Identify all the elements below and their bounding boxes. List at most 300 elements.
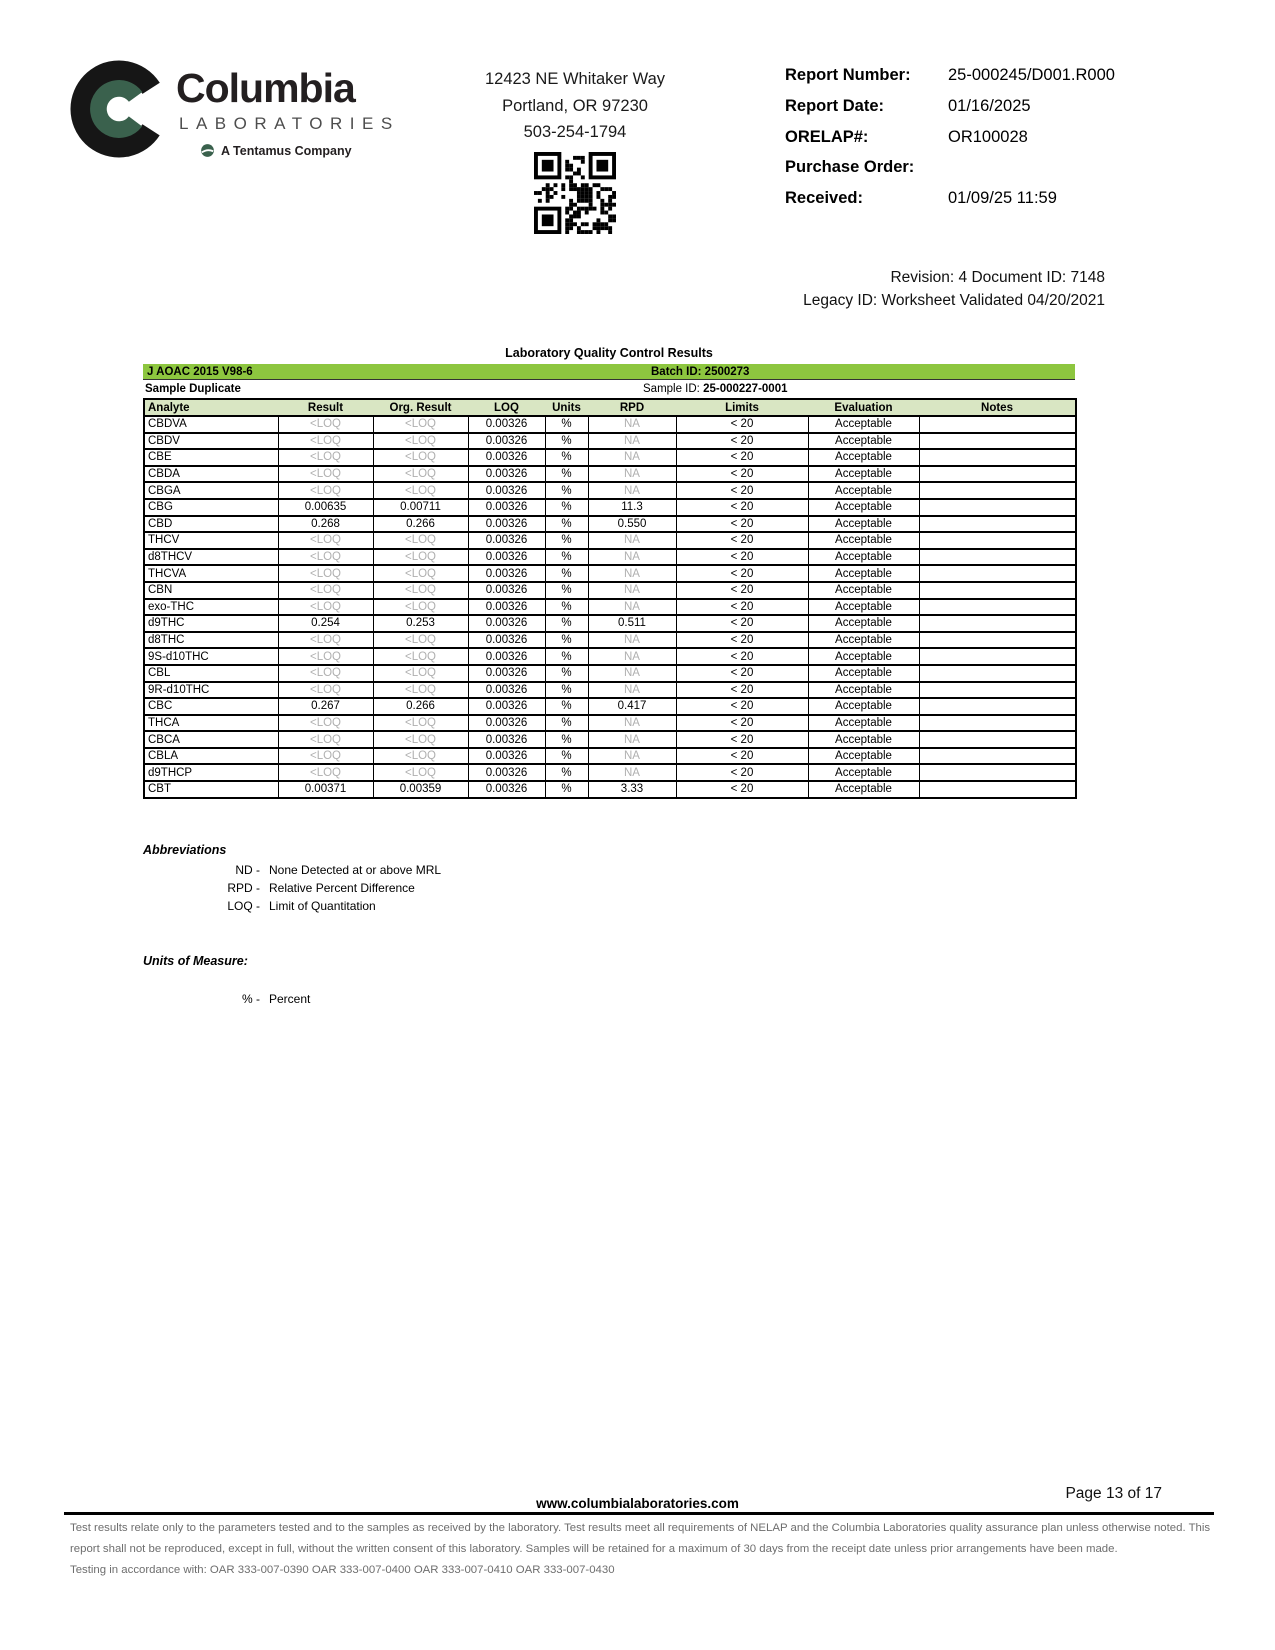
cell-evaluation: Acceptable xyxy=(808,433,919,450)
col-result: Result xyxy=(278,399,373,416)
cell-rpd: 0.417 xyxy=(588,698,676,715)
cell-analyte: CBDA xyxy=(144,466,278,483)
cell-limits: < 20 xyxy=(676,648,808,665)
cell-analyte: exo-THC xyxy=(144,599,278,616)
table-row xyxy=(144,532,1076,549)
cell-limits: < 20 xyxy=(676,433,808,450)
cell-org-result: <LOQ xyxy=(373,632,468,649)
cell-loq: 0.00326 xyxy=(468,482,545,499)
website-link[interactable]: www.columbialaboratories.com xyxy=(536,1496,739,1511)
cell-analyte: THCVA xyxy=(144,565,278,582)
address-line: Portland, OR 97230 xyxy=(502,96,648,115)
cell-evaluation: Acceptable xyxy=(808,648,919,665)
cell-limits: < 20 xyxy=(676,665,808,682)
cell-org-result: 0.00711 xyxy=(373,499,468,516)
cell-result: <LOQ xyxy=(278,582,373,599)
cell-notes xyxy=(919,781,1076,798)
cell-rpd: NA xyxy=(588,682,676,699)
info-value: 25-000245/D001.R000 xyxy=(948,66,1115,84)
cell-org-result: <LOQ xyxy=(373,532,468,549)
cell-units: % xyxy=(545,781,588,798)
cell-evaluation: Acceptable xyxy=(808,532,919,549)
table-row xyxy=(144,665,1076,682)
cell-loq: 0.00326 xyxy=(468,433,545,450)
table-row xyxy=(144,565,1076,582)
cell-rpd: NA xyxy=(588,532,676,549)
qc-batch-id: Batch ID: 2500273 xyxy=(651,366,750,378)
cell-units: % xyxy=(545,499,588,516)
unit-item xyxy=(143,990,310,1008)
cell-units: % xyxy=(545,416,588,433)
cell-result: <LOQ xyxy=(278,416,373,433)
table-row xyxy=(144,433,1076,450)
cell-notes xyxy=(919,599,1076,616)
cell-notes xyxy=(919,499,1076,516)
cell-result: <LOQ xyxy=(278,648,373,665)
cell-org-result: <LOQ xyxy=(373,416,468,433)
qc-sample-id-label: Sample ID: xyxy=(643,383,704,395)
info-label: Received: xyxy=(785,189,863,208)
page-number: Page 13 of 17 xyxy=(1065,1485,1162,1502)
cell-limits: < 20 xyxy=(676,731,808,748)
cell-units: % xyxy=(545,748,588,765)
unit-definition: Percent xyxy=(269,992,311,1006)
cell-rpd: NA xyxy=(588,449,676,466)
cell-org-result: <LOQ xyxy=(373,466,468,483)
cell-rpd: NA xyxy=(588,665,676,682)
cell-evaluation: Acceptable xyxy=(808,416,919,433)
cell-analyte: CBDV xyxy=(144,433,278,450)
cell-rpd: NA xyxy=(588,715,676,732)
cell-analyte: CBCA xyxy=(144,731,278,748)
table-row xyxy=(144,632,1076,649)
cell-notes xyxy=(919,682,1076,699)
cell-limits: < 20 xyxy=(676,499,808,516)
col-evaluation: Evaluation xyxy=(808,399,919,416)
cell-evaluation: Acceptable xyxy=(808,764,919,781)
cell-result: 0.00371 xyxy=(278,781,373,798)
abbreviation-item xyxy=(143,879,441,897)
cell-notes xyxy=(919,516,1076,533)
cell-evaluation: Acceptable xyxy=(808,449,919,466)
cell-loq: 0.00326 xyxy=(468,648,545,665)
report-info-row xyxy=(785,128,1115,159)
cell-units: % xyxy=(545,698,588,715)
cell-evaluation: Acceptable xyxy=(808,632,919,649)
table-row xyxy=(144,482,1076,499)
accordance-text: Testing in accordance with: OAR 333-007-0390 OAR 333-007-0400 OAR 333-007-0410 OAR 333-007-0430 xyxy=(70,1564,615,1576)
qc-method: J AOAC 2015 V98-6 xyxy=(147,366,253,378)
cell-loq: 0.00326 xyxy=(468,416,545,433)
cell-limits: < 20 xyxy=(676,682,808,699)
cell-analyte: CBC xyxy=(144,698,278,715)
address-line: 503-254-1794 xyxy=(523,123,627,141)
cell-loq: 0.00326 xyxy=(468,565,545,582)
col-loq: LOQ xyxy=(468,399,545,416)
cell-units: % xyxy=(545,466,588,483)
cell-units: % xyxy=(545,516,588,533)
cell-limits: < 20 xyxy=(676,715,808,732)
cell-analyte: d8THCV xyxy=(144,549,278,566)
cell-evaluation: Acceptable xyxy=(808,599,919,616)
cell-notes xyxy=(919,615,1076,632)
cell-limits: < 20 xyxy=(676,748,808,765)
abbreviation-item xyxy=(143,861,441,879)
cell-notes xyxy=(919,416,1076,433)
cell-analyte: 9R-d10THC xyxy=(144,682,278,699)
info-value: 01/09/25 11:59 xyxy=(948,189,1057,208)
cell-rpd: NA xyxy=(588,466,676,483)
info-label: Report Date: xyxy=(785,96,885,115)
cell-rpd: NA xyxy=(588,565,676,582)
cell-evaluation: Acceptable xyxy=(808,549,919,566)
cell-analyte: d9THC xyxy=(144,615,278,632)
cell-rpd: NA xyxy=(588,416,676,433)
cell-org-result: <LOQ xyxy=(373,482,468,499)
cell-analyte: CBDVA xyxy=(144,416,278,433)
col-org-result: Org. Result xyxy=(373,399,468,416)
cell-loq: 0.00326 xyxy=(468,781,545,798)
cell-loq: 0.00326 xyxy=(468,582,545,599)
cell-rpd: NA xyxy=(588,433,676,450)
abbreviations-list xyxy=(143,861,441,915)
cell-units: % xyxy=(545,665,588,682)
table-row xyxy=(144,731,1076,748)
cell-limits: < 20 xyxy=(676,764,808,781)
revision-line: Revision: 4 Document ID: 7148 xyxy=(890,269,1105,286)
cell-analyte: CBN xyxy=(144,582,278,599)
cell-rpd: NA xyxy=(588,731,676,748)
cell-notes xyxy=(919,549,1076,566)
cell-result: <LOQ xyxy=(278,565,373,582)
qc-sample-id xyxy=(643,381,788,398)
cell-units: % xyxy=(545,648,588,665)
col-limits: Limits xyxy=(676,399,808,416)
cell-units: % xyxy=(545,632,588,649)
footer-disclaimer xyxy=(70,1518,1213,1581)
logo-mark-icon xyxy=(70,60,168,158)
units-list xyxy=(143,990,310,1008)
cell-result: 0.268 xyxy=(278,516,373,533)
cell-result: <LOQ xyxy=(278,449,373,466)
qr-code xyxy=(534,152,616,234)
report-info-row xyxy=(785,158,1115,189)
cell-analyte: CBE xyxy=(144,449,278,466)
cell-evaluation: Acceptable xyxy=(808,482,919,499)
cell-units: % xyxy=(545,565,588,582)
cell-analyte: 9S-d10THC xyxy=(144,648,278,665)
cell-org-result: 0.266 xyxy=(373,698,468,715)
cell-units: % xyxy=(545,599,588,616)
cell-loq: 0.00326 xyxy=(468,748,545,765)
tentamus-leaf-icon xyxy=(200,143,215,158)
cell-units: % xyxy=(545,549,588,566)
cell-loq: 0.00326 xyxy=(468,764,545,781)
cell-limits: < 20 xyxy=(676,565,808,582)
table-row xyxy=(144,764,1076,781)
cell-loq: 0.00326 xyxy=(468,549,545,566)
cell-limits: < 20 xyxy=(676,582,808,599)
cell-analyte: CBT xyxy=(144,781,278,798)
abbreviations-heading: Abbreviations xyxy=(143,843,227,857)
unit-term: % - xyxy=(242,992,260,1006)
cell-evaluation: Acceptable xyxy=(808,499,919,516)
cell-result: <LOQ xyxy=(278,549,373,566)
table-row xyxy=(144,698,1076,715)
cell-org-result: <LOQ xyxy=(373,665,468,682)
cell-result: <LOQ xyxy=(278,764,373,781)
cell-org-result: 0.253 xyxy=(373,615,468,632)
cell-units: % xyxy=(545,615,588,632)
cell-rpd: NA xyxy=(588,764,676,781)
cell-org-result: 0.266 xyxy=(373,516,468,533)
company-logo xyxy=(70,60,400,158)
col-notes: Notes xyxy=(919,399,1076,416)
cell-analyte: CBL xyxy=(144,665,278,682)
cell-units: % xyxy=(545,764,588,781)
cell-evaluation: Acceptable xyxy=(808,565,919,582)
cell-rpd: NA xyxy=(588,748,676,765)
revision-block xyxy=(803,266,1105,312)
cell-notes xyxy=(919,466,1076,483)
legacy-line: Legacy ID: Worksheet Validated 04/20/2021 xyxy=(803,292,1105,309)
cell-analyte: CBGA xyxy=(144,482,278,499)
table-row xyxy=(144,516,1076,533)
cell-loq: 0.00326 xyxy=(468,715,545,732)
table-row xyxy=(144,748,1076,765)
table-row xyxy=(144,781,1076,798)
cell-org-result: <LOQ xyxy=(373,565,468,582)
cell-evaluation: Acceptable xyxy=(808,665,919,682)
qc-sample-type: Sample Duplicate xyxy=(145,383,241,395)
cell-evaluation: Acceptable xyxy=(808,615,919,632)
cell-limits: < 20 xyxy=(676,532,808,549)
qc-title: Laboratory Quality Control Results xyxy=(505,346,713,360)
table-row xyxy=(144,648,1076,665)
cell-units: % xyxy=(545,449,588,466)
cell-evaluation: Acceptable xyxy=(808,582,919,599)
cell-loq: 0.00326 xyxy=(468,682,545,699)
table-row xyxy=(144,682,1076,699)
cell-loq: 0.00326 xyxy=(468,516,545,533)
report-info-row xyxy=(785,66,1115,97)
cell-result: <LOQ xyxy=(278,731,373,748)
disclaimer-text: Test results relate only to the parameters tested and to the samples as received by the laboratory. Test results meet all requirements of NELAP and the Columbia Laboratories quality assurance plan unless otherwise noted. This report shall not be reproduced, except in full, without the written consent of this laboratory. Samples will be retained for a maximum of 30 days from the receipt date unless prior arrangements have been made. xyxy=(70,1522,1211,1555)
cell-rpd: NA xyxy=(588,582,676,599)
table-row xyxy=(144,499,1076,516)
cell-limits: < 20 xyxy=(676,632,808,649)
cell-org-result: <LOQ xyxy=(373,433,468,450)
info-label: Purchase Order: xyxy=(785,158,915,177)
cell-analyte: d9THCP xyxy=(144,764,278,781)
cell-evaluation: Acceptable xyxy=(808,698,919,715)
cell-result: <LOQ xyxy=(278,433,373,450)
report-info xyxy=(785,66,1115,220)
cell-org-result: <LOQ xyxy=(373,764,468,781)
abbreviation-term: RPD - xyxy=(227,881,260,895)
table-row xyxy=(144,549,1076,566)
cell-notes xyxy=(919,582,1076,599)
qc-method-band xyxy=(143,364,1075,380)
cell-notes xyxy=(919,449,1076,466)
cell-result: <LOQ xyxy=(278,599,373,616)
cell-units: % xyxy=(545,532,588,549)
cell-result: <LOQ xyxy=(278,466,373,483)
cell-notes xyxy=(919,748,1076,765)
cell-org-result: <LOQ xyxy=(373,582,468,599)
cell-limits: < 20 xyxy=(676,516,808,533)
table-row xyxy=(144,599,1076,616)
cell-units: % xyxy=(545,582,588,599)
cell-units: % xyxy=(545,682,588,699)
cell-evaluation: Acceptable xyxy=(808,781,919,798)
table-row xyxy=(144,582,1076,599)
cell-loq: 0.00326 xyxy=(468,499,545,516)
cell-rpd: NA xyxy=(588,648,676,665)
cell-loq: 0.00326 xyxy=(468,665,545,682)
cell-rpd: 0.511 xyxy=(588,615,676,632)
cell-limits: < 20 xyxy=(676,482,808,499)
cell-evaluation: Acceptable xyxy=(808,748,919,765)
cell-limits: < 20 xyxy=(676,615,808,632)
report-info-row xyxy=(785,97,1115,128)
cell-org-result: <LOQ xyxy=(373,449,468,466)
cell-org-result: <LOQ xyxy=(373,748,468,765)
table-row xyxy=(144,449,1076,466)
cell-org-result: <LOQ xyxy=(373,599,468,616)
lab-address xyxy=(455,66,695,242)
report-info-row xyxy=(785,189,1115,220)
cell-result: 0.00635 xyxy=(278,499,373,516)
brand-name: Columbia xyxy=(176,65,355,111)
cell-units: % xyxy=(545,433,588,450)
abbreviation-definition: Relative Percent Difference xyxy=(269,881,415,895)
cell-notes xyxy=(919,433,1076,450)
cell-units: % xyxy=(545,715,588,732)
abbreviation-definition: Limit of Quantitation xyxy=(269,899,376,913)
cell-loq: 0.00326 xyxy=(468,466,545,483)
abbreviation-item xyxy=(143,897,441,915)
cell-rpd: NA xyxy=(588,599,676,616)
cell-loq: 0.00326 xyxy=(468,698,545,715)
cell-limits: < 20 xyxy=(676,549,808,566)
cell-loq: 0.00326 xyxy=(468,731,545,748)
cell-result: 0.267 xyxy=(278,698,373,715)
cell-analyte: CBLA xyxy=(144,748,278,765)
col-units: Units xyxy=(545,399,588,416)
units-heading: Units of Measure: xyxy=(143,954,248,968)
cell-rpd: NA xyxy=(588,549,676,566)
cell-rpd: 0.550 xyxy=(588,516,676,533)
cell-notes xyxy=(919,665,1076,682)
footer-rule xyxy=(64,1512,1214,1515)
cell-units: % xyxy=(545,482,588,499)
cell-loq: 0.00326 xyxy=(468,449,545,466)
cell-result: <LOQ xyxy=(278,748,373,765)
info-label: Report Number: xyxy=(785,66,911,84)
cell-notes xyxy=(919,731,1076,748)
abbreviation-term: LOQ - xyxy=(227,899,260,913)
qc-sample-id-value: 25-000227-0001 xyxy=(703,383,788,395)
cell-result: <LOQ xyxy=(278,715,373,732)
cell-analyte: CBD xyxy=(144,516,278,533)
cell-notes xyxy=(919,698,1076,715)
table-row xyxy=(144,466,1076,483)
cell-rpd: 3.33 xyxy=(588,781,676,798)
cell-evaluation: Acceptable xyxy=(808,715,919,732)
col-rpd: RPD xyxy=(588,399,676,416)
cell-loq: 0.00326 xyxy=(468,632,545,649)
cell-org-result: <LOQ xyxy=(373,682,468,699)
cell-limits: < 20 xyxy=(676,781,808,798)
cell-rpd: 11.3 xyxy=(588,499,676,516)
brand-subtitle: LABORATORIES xyxy=(179,114,400,133)
cell-notes xyxy=(919,648,1076,665)
cell-rpd: NA xyxy=(588,482,676,499)
cell-evaluation: Acceptable xyxy=(808,516,919,533)
cell-org-result: <LOQ xyxy=(373,715,468,732)
cell-limits: < 20 xyxy=(676,599,808,616)
cell-org-result: <LOQ xyxy=(373,549,468,566)
cell-units: % xyxy=(545,731,588,748)
qc-header-row xyxy=(144,399,1076,416)
tentamus-tagline: A Tentamus Company xyxy=(221,143,352,158)
cell-limits: < 20 xyxy=(676,449,808,466)
table-row xyxy=(144,715,1076,732)
info-value: OR100028 xyxy=(948,127,1028,146)
cell-notes xyxy=(919,565,1076,582)
cell-limits: < 20 xyxy=(676,466,808,483)
cell-org-result: 0.00359 xyxy=(373,781,468,798)
cell-notes xyxy=(919,764,1076,781)
abbreviation-definition: None Detected at or above MRL xyxy=(269,863,442,877)
table-row xyxy=(144,416,1076,433)
cell-org-result: <LOQ xyxy=(373,731,468,748)
cell-loq: 0.00326 xyxy=(468,615,545,632)
col-analyte: Analyte xyxy=(144,399,278,416)
cell-notes xyxy=(919,482,1076,499)
cell-evaluation: Acceptable xyxy=(808,731,919,748)
cell-notes xyxy=(919,532,1076,549)
cell-analyte: THCV xyxy=(144,532,278,549)
cell-loq: 0.00326 xyxy=(468,532,545,549)
cell-rpd: NA xyxy=(588,632,676,649)
cell-notes xyxy=(919,715,1076,732)
cell-result: 0.254 xyxy=(278,615,373,632)
cell-loq: 0.00326 xyxy=(468,599,545,616)
cell-result: <LOQ xyxy=(278,532,373,549)
qc-sample-row xyxy=(143,381,1075,398)
info-label: ORELAP#: xyxy=(785,127,869,146)
cell-result: <LOQ xyxy=(278,665,373,682)
cell-evaluation: Acceptable xyxy=(808,682,919,699)
info-value: 01/16/2025 xyxy=(948,96,1031,115)
table-row xyxy=(144,615,1076,632)
cell-analyte: d8THC xyxy=(144,632,278,649)
cell-limits: < 20 xyxy=(676,416,808,433)
cell-result: <LOQ xyxy=(278,482,373,499)
qc-table xyxy=(143,398,1077,799)
cell-result: <LOQ xyxy=(278,682,373,699)
cell-notes xyxy=(919,632,1076,649)
cell-org-result: <LOQ xyxy=(373,648,468,665)
cell-analyte: THCA xyxy=(144,715,278,732)
cell-limits: < 20 xyxy=(676,698,808,715)
cell-result: <LOQ xyxy=(278,632,373,649)
cell-evaluation: Acceptable xyxy=(808,466,919,483)
address-line: 12423 NE Whitaker Way xyxy=(484,70,666,88)
cell-analyte: CBG xyxy=(144,499,278,516)
